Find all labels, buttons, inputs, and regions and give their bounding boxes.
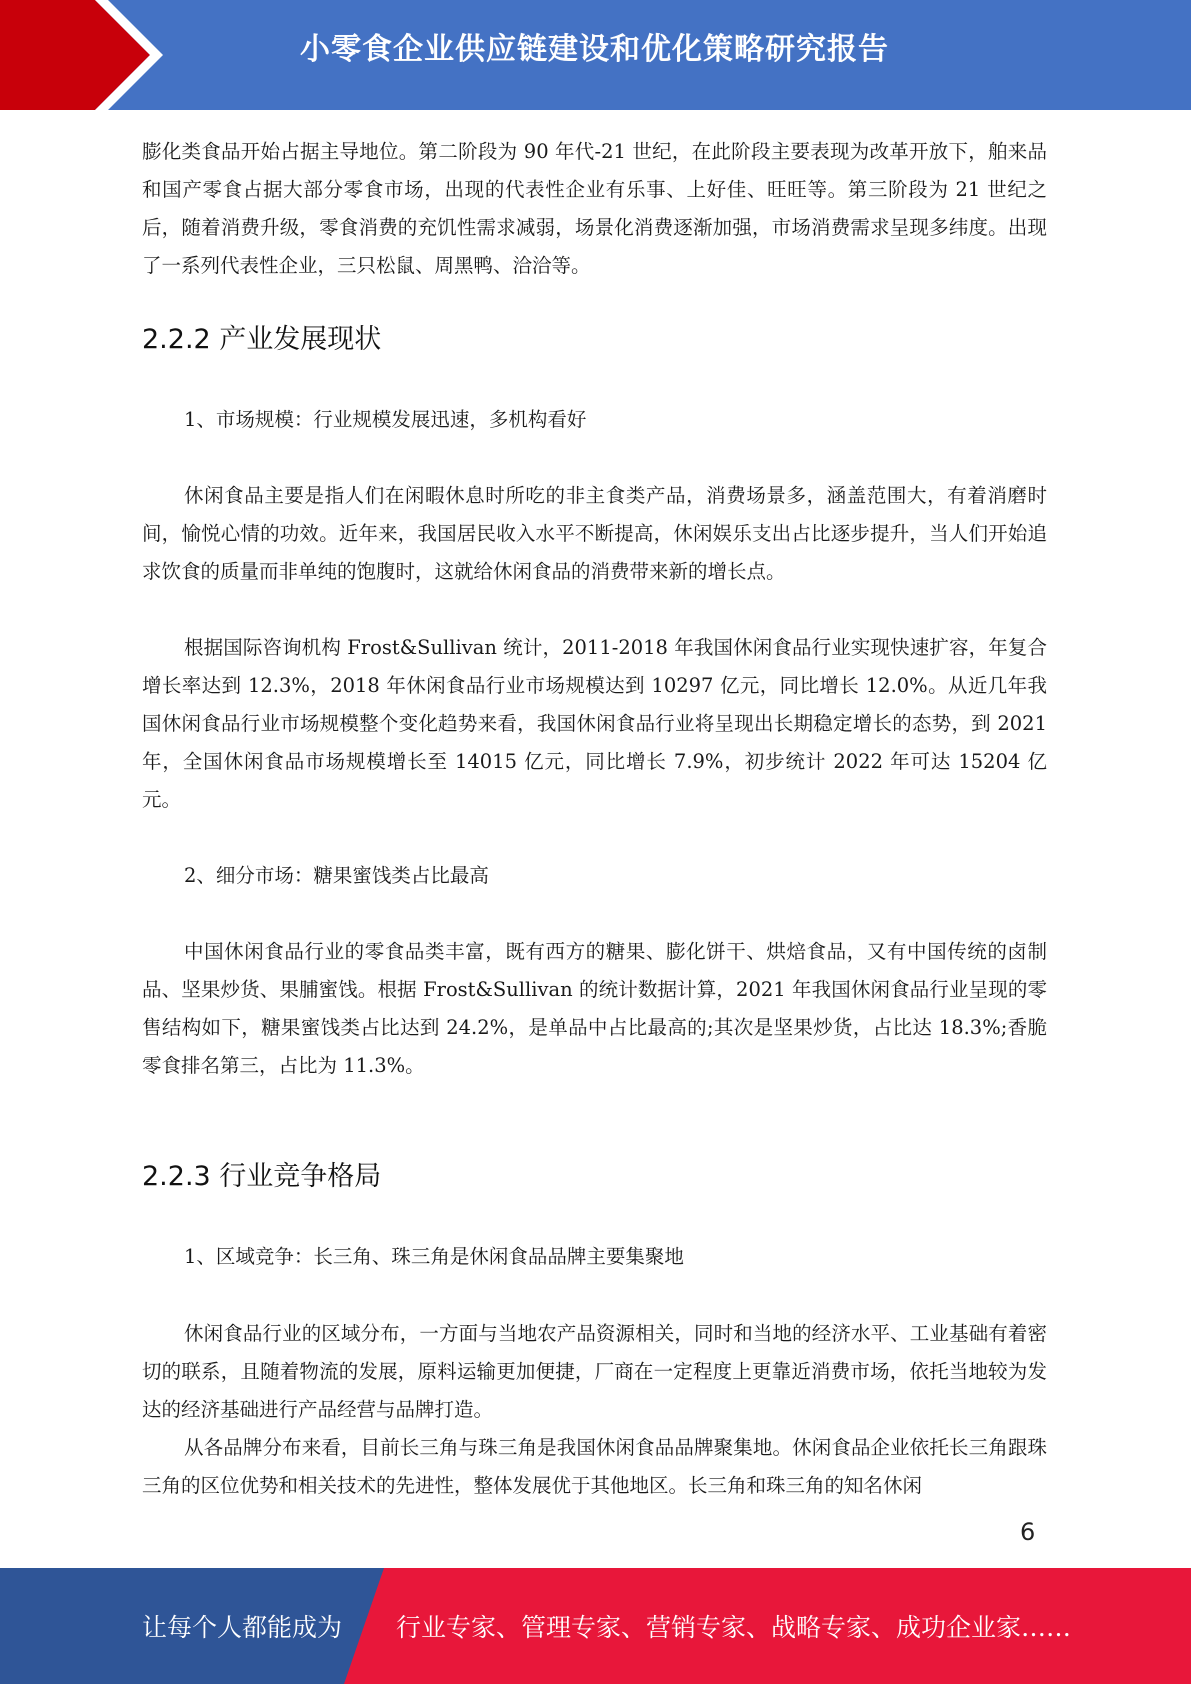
intro-paragraph: 膨化类食品开始占据主导地位。第二阶段为 90 年代-21 世纪，在此阶段主要表现为改革开放下，舶来品和国产零食占据大部分零食市场，出现的代表性企业有乐事、上好佳、旺旺等。第三阶段为 21 世纪之后，随着消费升级，零食消费的充饥性需求减弱，场景化消费逐渐加强，市场消费需求呈现多纬度。出现了一系列代表性企业，三只松鼠、周黑鸭、洽洽等。 (142, 140, 1047, 277)
section-heading-2-2-3: 2.2.3 行业竞争格局 (142, 1161, 382, 1192)
paragraph-market-stats: 根据国际咨询机构 Frost&Sullivan 统计，2011-2018 年我国休闲食品行业实现快速扩容，年复合增长率达到 12.3%，2018 年休闲食品行业市场规模达到 10297 亿元，同比增长 12.0%。从近几年我国休闲食品行业市场规模整个变化趋势来看，我国休闲食品行业将呈现出长期稳定增长的态势，到 2021 年，全国休闲食品市场规模增长至 14015 亿元，同比增长 7.9%，初步统计 2022 年可达 15204 亿元。 (142, 636, 1047, 811)
footer-slogan-left: 让每个人都能成为 (142, 1613, 343, 1642)
footer-slogan-right: 行业专家、管理专家、营销专家、战略专家、成功企业家…… (396, 1613, 1072, 1642)
page-header (0, 0, 1191, 110)
section-heading-2-2-2: 2.2.2 产业发展现状 (142, 324, 382, 355)
paragraph-segments: 中国休闲食品行业的零食品类丰富，既有西方的糖果、膨化饼干、烘焙食品，又有中国传统的卤制品、坚果炒货、果脯蜜饯。根据 Frost&Sullivan 的统计数据计算，2021 年我国休闲食品行业呈现的零售结构如下，糖果蜜饯类占比达到 24.2%，是单品中占比最高的;其次是坚果炒货，占比达 18.3%;香脆零食排名第三，占比为 11.3%。 (142, 940, 1047, 1077)
subsection-title-segments: 2、细分市场：糖果蜜饯类占比最高 (184, 864, 489, 887)
paragraph-regional-1: 休闲食品行业的区域分布，一方面与当地农产品资源相关，同时和当地的经济水平、工业基础有着密切的联系，且随着物流的发展，原料运输更加便捷，厂商在一定程度上更靠近消费市场，依托当地较为发达的经济基础进行产品经营与品牌打造。 (142, 1322, 1047, 1421)
subsection-title-market-size: 1、市场规模：行业规模发展迅速，多机构看好 (184, 408, 587, 431)
paragraph-regional-2: 从各品牌分布来看，目前长三角与珠三角是我国休闲食品品牌聚集地。休闲食品企业依托长三角跟珠三角的区位优势和相关技术的先进性，整体发展优于其他地区。长三角和珠三角的知名休闲 (142, 1436, 1047, 1497)
paragraph-market-intro: 休闲食品主要是指人们在闲暇休息时所吃的非主食类产品，消费场景多，涵盖范围大，有着消磨时间，愉悦心情的功效。近年来，我国居民收入水平不断提高，休闲娱乐支出占比逐步提升，当人们开始追求饮食的质量而非单纯的饱腹时，这就给休闲食品的消费带来新的增长点。 (142, 484, 1047, 583)
subsection-title-regional: 1、区域竞争：长三角、珠三角是休闲食品品牌主要集聚地 (184, 1245, 684, 1268)
report-title: 小零食企业供应链建设和优化策略研究报告 (300, 32, 889, 67)
page-number: 6 (1020, 1518, 1036, 1546)
page-footer (0, 1568, 1191, 1684)
